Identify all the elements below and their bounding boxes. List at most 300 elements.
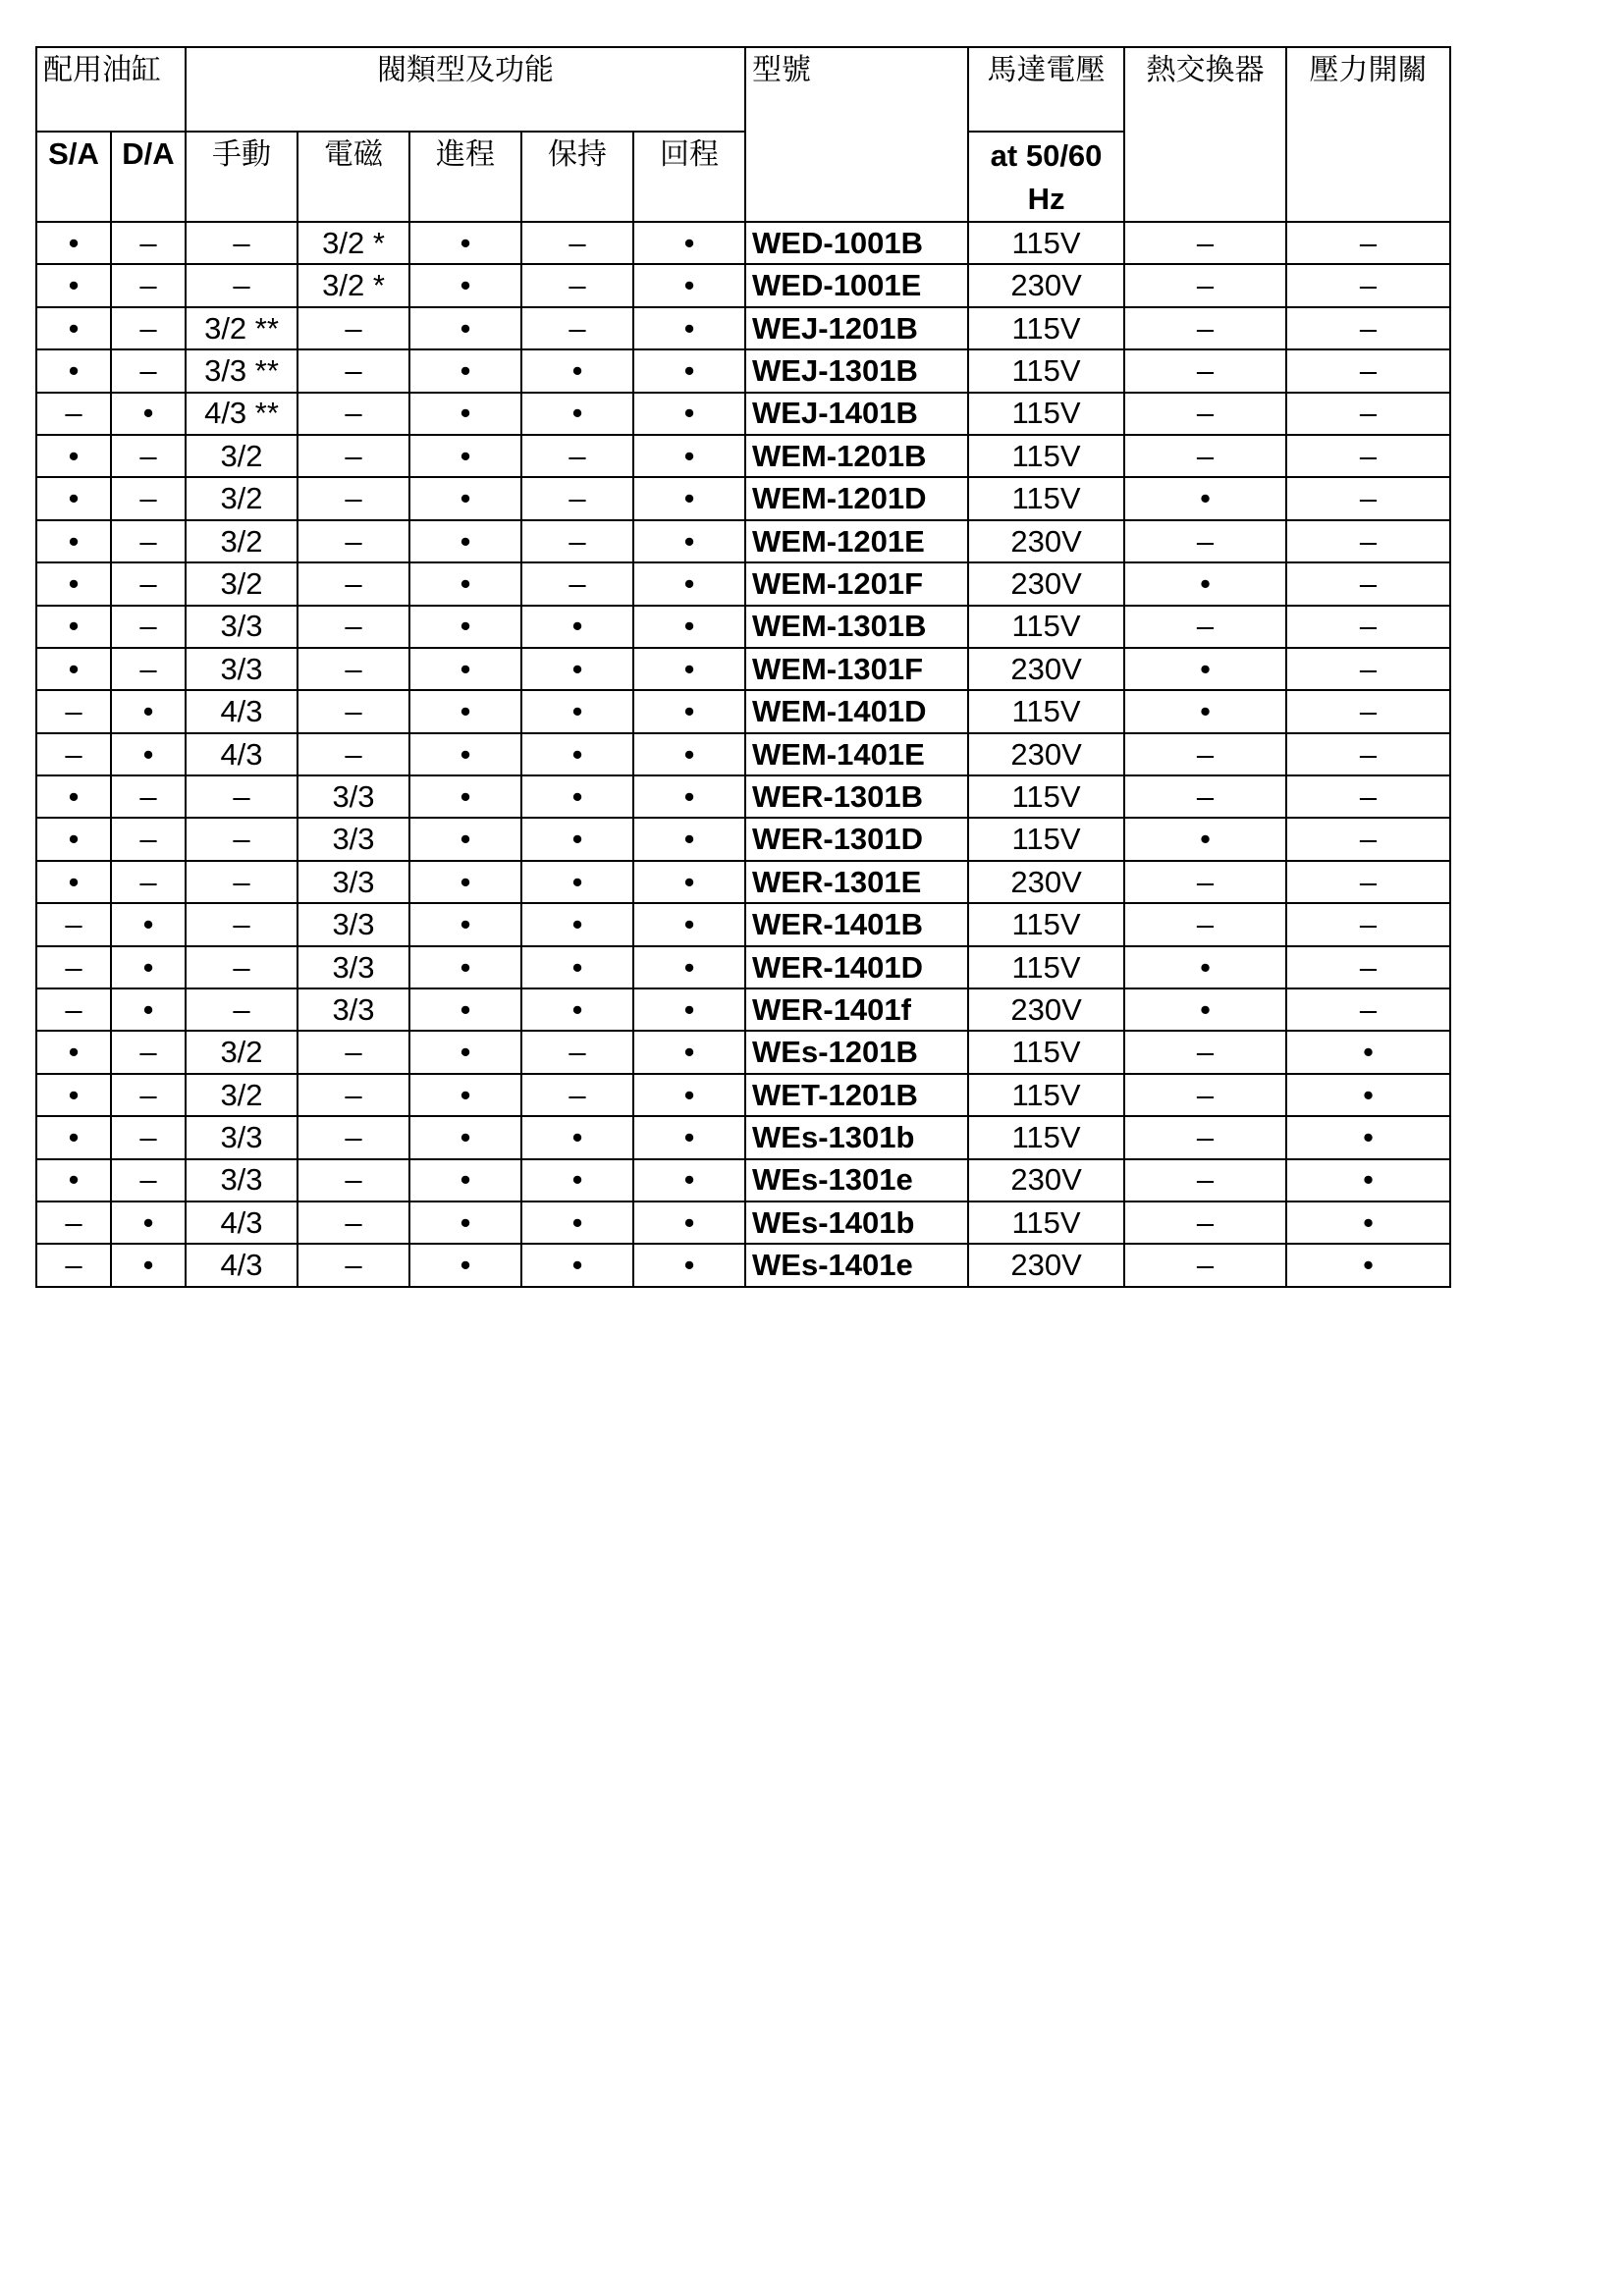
cell-voltage: 115V — [968, 606, 1124, 648]
table-body — [36, 222, 1450, 1287]
cell-solenoid: – — [298, 393, 409, 435]
cell-pressure-switch: – — [1286, 903, 1450, 945]
cell-heat-exchanger: • — [1124, 562, 1286, 605]
cell-hold: • — [521, 1244, 633, 1286]
table-row — [36, 648, 1450, 690]
cell-sa: • — [36, 1159, 111, 1201]
header-cylinder: 配用油缸 — [36, 47, 186, 132]
cell-retract: • — [633, 222, 745, 264]
cell-sa: – — [36, 903, 111, 945]
cell-retract: • — [633, 1031, 745, 1073]
cell-retract: • — [633, 1074, 745, 1116]
cell-hold: • — [521, 903, 633, 945]
cell-sa: • — [36, 861, 111, 903]
cell-model: WEs-1301b — [745, 1116, 968, 1158]
cell-hold: • — [521, 818, 633, 860]
cell-pressure-switch: – — [1286, 818, 1450, 860]
cell-model: WER-1401B — [745, 903, 968, 945]
cell-voltage: 230V — [968, 1159, 1124, 1201]
cell-voltage: 230V — [968, 1244, 1124, 1286]
cell-manual: – — [186, 861, 298, 903]
cell-heat-exchanger: • — [1124, 648, 1286, 690]
cell-pressure-switch: – — [1286, 222, 1450, 264]
cell-model: WEs-1401b — [745, 1201, 968, 1244]
cell-da: – — [111, 861, 186, 903]
cell-manual: – — [186, 946, 298, 988]
cell-heat-exchanger: – — [1124, 606, 1286, 648]
cell-heat-exchanger: • — [1124, 818, 1286, 860]
table-row — [36, 1074, 1450, 1116]
cell-retract: • — [633, 988, 745, 1031]
cell-solenoid: – — [298, 562, 409, 605]
cell-voltage: 115V — [968, 946, 1124, 988]
header-heat-exchanger: 熱交換器 — [1124, 47, 1286, 222]
cell-model: WEM-1401E — [745, 733, 968, 775]
cell-da: • — [111, 903, 186, 945]
cell-sa: – — [36, 393, 111, 435]
cell-da: – — [111, 307, 186, 349]
table-row — [36, 775, 1450, 818]
cell-manual: 3/2 — [186, 562, 298, 605]
cell-pressure-switch: – — [1286, 562, 1450, 605]
table-row — [36, 1201, 1450, 1244]
cell-da: – — [111, 606, 186, 648]
cell-heat-exchanger: – — [1124, 775, 1286, 818]
cell-heat-exchanger: • — [1124, 988, 1286, 1031]
cell-hold: • — [521, 1201, 633, 1244]
cell-model: WER-1401f — [745, 988, 968, 1031]
cell-hold: • — [521, 349, 633, 392]
cell-advance: • — [409, 307, 521, 349]
cell-voltage: 115V — [968, 1074, 1124, 1116]
cell-heat-exchanger: – — [1124, 903, 1286, 945]
cell-heat-exchanger: – — [1124, 1159, 1286, 1201]
table-row — [36, 818, 1450, 860]
cell-hold: – — [521, 562, 633, 605]
cell-manual: – — [186, 222, 298, 264]
cell-retract: • — [633, 818, 745, 860]
cell-da: – — [111, 222, 186, 264]
cell-heat-exchanger: – — [1124, 435, 1286, 477]
cell-advance: • — [409, 775, 521, 818]
cell-retract: • — [633, 606, 745, 648]
cell-retract: • — [633, 903, 745, 945]
cell-model: WEM-1201D — [745, 477, 968, 519]
cell-pressure-switch: • — [1286, 1244, 1450, 1286]
cell-voltage: 115V — [968, 1031, 1124, 1073]
cell-voltage: 230V — [968, 562, 1124, 605]
cell-retract: • — [633, 477, 745, 519]
table-row — [36, 307, 1450, 349]
cell-sa: – — [36, 1244, 111, 1286]
cell-voltage: 115V — [968, 690, 1124, 732]
cell-retract: • — [633, 1159, 745, 1201]
table-row — [36, 1244, 1450, 1286]
cell-solenoid: – — [298, 477, 409, 519]
cell-da: – — [111, 1031, 186, 1073]
cell-pressure-switch: – — [1286, 946, 1450, 988]
cell-pressure-switch: – — [1286, 606, 1450, 648]
cell-solenoid: – — [298, 1201, 409, 1244]
table-row — [36, 520, 1450, 562]
cell-manual: 3/3 — [186, 648, 298, 690]
cell-manual: – — [186, 264, 298, 306]
cell-da: – — [111, 520, 186, 562]
cell-advance: • — [409, 1159, 521, 1201]
cell-da: • — [111, 1201, 186, 1244]
header-solenoid: 電磁 — [298, 132, 409, 222]
cell-hold: • — [521, 393, 633, 435]
cell-retract: • — [633, 349, 745, 392]
cell-solenoid: 3/3 — [298, 946, 409, 988]
cell-da: • — [111, 1244, 186, 1286]
cell-pressure-switch: – — [1286, 264, 1450, 306]
table-row — [36, 1159, 1450, 1201]
cell-hold: • — [521, 1159, 633, 1201]
cell-pressure-switch: – — [1286, 520, 1450, 562]
cell-sa: • — [36, 606, 111, 648]
cell-da: – — [111, 775, 186, 818]
cell-model: WED-1001B — [745, 222, 968, 264]
cell-advance: • — [409, 264, 521, 306]
cell-voltage: 230V — [968, 733, 1124, 775]
cell-da: – — [111, 477, 186, 519]
cell-solenoid: – — [298, 520, 409, 562]
cell-pressure-switch: • — [1286, 1116, 1450, 1158]
cell-heat-exchanger: – — [1124, 1031, 1286, 1073]
cell-advance: • — [409, 1244, 521, 1286]
cell-model: WER-1401D — [745, 946, 968, 988]
cell-manual: – — [186, 988, 298, 1031]
cell-advance: • — [409, 222, 521, 264]
cell-pressure-switch: – — [1286, 349, 1450, 392]
cell-retract: • — [633, 648, 745, 690]
cell-da: • — [111, 690, 186, 732]
table-row — [36, 264, 1450, 306]
cell-pressure-switch: • — [1286, 1159, 1450, 1201]
cell-solenoid: – — [298, 1031, 409, 1073]
cell-advance: • — [409, 690, 521, 732]
cell-da: – — [111, 1159, 186, 1201]
cell-sa: – — [36, 733, 111, 775]
cell-voltage: 115V — [968, 393, 1124, 435]
cell-advance: • — [409, 606, 521, 648]
cell-advance: • — [409, 733, 521, 775]
cell-retract: • — [633, 1116, 745, 1158]
cell-voltage: 115V — [968, 222, 1124, 264]
cell-da: • — [111, 733, 186, 775]
cell-solenoid: 3/2 * — [298, 264, 409, 306]
cell-heat-exchanger: – — [1124, 1116, 1286, 1158]
cell-voltage: 115V — [968, 818, 1124, 860]
cell-solenoid: – — [298, 1244, 409, 1286]
cell-pressure-switch: • — [1286, 1074, 1450, 1116]
cell-voltage: 230V — [968, 648, 1124, 690]
cell-voltage: 230V — [968, 861, 1124, 903]
cell-advance: • — [409, 1201, 521, 1244]
cell-retract: • — [633, 393, 745, 435]
cell-hold: – — [521, 222, 633, 264]
cell-hold: – — [521, 307, 633, 349]
cell-da: – — [111, 818, 186, 860]
table-row — [36, 1116, 1450, 1158]
cell-solenoid: – — [298, 733, 409, 775]
cell-advance: • — [409, 435, 521, 477]
cell-solenoid: – — [298, 1074, 409, 1116]
cell-model: WEM-1401D — [745, 690, 968, 732]
table-row — [36, 606, 1450, 648]
header-da: D/A — [111, 132, 186, 222]
cell-advance: • — [409, 1116, 521, 1158]
header-row-1 — [36, 47, 1450, 132]
cell-sa: • — [36, 477, 111, 519]
cell-hold: • — [521, 988, 633, 1031]
cell-advance: • — [409, 520, 521, 562]
cell-voltage: 115V — [968, 1201, 1124, 1244]
cell-manual: 3/2 — [186, 1031, 298, 1073]
cell-heat-exchanger: – — [1124, 861, 1286, 903]
cell-manual: 4/3 — [186, 733, 298, 775]
cell-retract: • — [633, 946, 745, 988]
cell-pressure-switch: • — [1286, 1031, 1450, 1073]
cell-advance: • — [409, 861, 521, 903]
cell-solenoid: – — [298, 1116, 409, 1158]
header-motor-voltage: 馬達電壓 — [968, 47, 1124, 132]
cell-da: – — [111, 648, 186, 690]
cell-heat-exchanger: – — [1124, 349, 1286, 392]
table-row — [36, 733, 1450, 775]
cell-advance: • — [409, 477, 521, 519]
cell-voltage: 115V — [968, 1116, 1124, 1158]
cell-retract: • — [633, 733, 745, 775]
cell-voltage: 230V — [968, 520, 1124, 562]
cell-hold: – — [521, 1031, 633, 1073]
cell-hold: • — [521, 606, 633, 648]
table-row — [36, 946, 1450, 988]
cell-heat-exchanger: – — [1124, 1201, 1286, 1244]
cell-manual: 3/3 — [186, 1116, 298, 1158]
cell-heat-exchanger: • — [1124, 690, 1286, 732]
cell-voltage: 115V — [968, 477, 1124, 519]
cell-retract: • — [633, 775, 745, 818]
table-row — [36, 393, 1450, 435]
cell-heat-exchanger: – — [1124, 393, 1286, 435]
header-advance: 進程 — [409, 132, 521, 222]
cell-pressure-switch: – — [1286, 861, 1450, 903]
cell-hold: • — [521, 690, 633, 732]
cell-model: WEM-1201F — [745, 562, 968, 605]
table-row — [36, 562, 1450, 605]
cell-solenoid: 3/3 — [298, 775, 409, 818]
cell-retract: • — [633, 1244, 745, 1286]
table-row — [36, 861, 1450, 903]
cell-hold: – — [521, 1074, 633, 1116]
cell-solenoid: 3/3 — [298, 903, 409, 945]
cell-model: WEs-1301e — [745, 1159, 968, 1201]
cell-retract: • — [633, 435, 745, 477]
cell-retract: • — [633, 520, 745, 562]
cell-model: WEJ-1401B — [745, 393, 968, 435]
cell-da: – — [111, 349, 186, 392]
cell-manual: 4/3 ** — [186, 393, 298, 435]
table-row — [36, 349, 1450, 392]
cell-retract: • — [633, 690, 745, 732]
cell-solenoid: – — [298, 606, 409, 648]
cell-model: WED-1001E — [745, 264, 968, 306]
cell-voltage: 115V — [968, 903, 1124, 945]
cell-solenoid: – — [298, 435, 409, 477]
cell-pressure-switch: – — [1286, 435, 1450, 477]
cell-solenoid: – — [298, 690, 409, 732]
cell-pressure-switch: – — [1286, 988, 1450, 1031]
cell-pressure-switch: • — [1286, 1201, 1450, 1244]
cell-da: – — [111, 1074, 186, 1116]
cell-advance: • — [409, 1031, 521, 1073]
cell-hold: • — [521, 733, 633, 775]
cell-heat-exchanger: – — [1124, 733, 1286, 775]
cell-pressure-switch: – — [1286, 775, 1450, 818]
cell-retract: • — [633, 861, 745, 903]
cell-solenoid: – — [298, 349, 409, 392]
cell-voltage: 115V — [968, 307, 1124, 349]
header-sa: S/A — [36, 132, 111, 222]
table-row — [36, 435, 1450, 477]
cell-hold: – — [521, 520, 633, 562]
table-row — [36, 903, 1450, 945]
cell-model: WEM-1201E — [745, 520, 968, 562]
cell-da: • — [111, 393, 186, 435]
cell-sa: • — [36, 818, 111, 860]
cell-heat-exchanger: – — [1124, 264, 1286, 306]
cell-sa: • — [36, 562, 111, 605]
cell-model: WEM-1301B — [745, 606, 968, 648]
cell-hold: • — [521, 861, 633, 903]
cell-retract: • — [633, 1201, 745, 1244]
cell-sa: – — [36, 946, 111, 988]
cell-voltage: 230V — [968, 988, 1124, 1031]
cell-sa: • — [36, 222, 111, 264]
cell-manual: 3/3 ** — [186, 349, 298, 392]
cell-manual: 3/2 — [186, 520, 298, 562]
cell-sa: – — [36, 1201, 111, 1244]
cell-hold: • — [521, 648, 633, 690]
cell-pressure-switch: – — [1286, 477, 1450, 519]
table-row — [36, 988, 1450, 1031]
cell-solenoid: 3/3 — [298, 861, 409, 903]
cell-pressure-switch: – — [1286, 307, 1450, 349]
cell-manual: 3/3 — [186, 1159, 298, 1201]
cell-heat-exchanger: • — [1124, 477, 1286, 519]
cell-pressure-switch: – — [1286, 648, 1450, 690]
cell-manual: 3/2 ** — [186, 307, 298, 349]
cell-sa: • — [36, 435, 111, 477]
cell-manual: 3/3 — [186, 606, 298, 648]
cell-advance: • — [409, 648, 521, 690]
cell-da: – — [111, 1116, 186, 1158]
cell-da: • — [111, 988, 186, 1031]
table-row — [36, 1031, 1450, 1073]
cell-manual: – — [186, 818, 298, 860]
cell-model: WEM-1201B — [745, 435, 968, 477]
cell-manual: 4/3 — [186, 690, 298, 732]
cell-manual: 3/2 — [186, 435, 298, 477]
cell-advance: • — [409, 903, 521, 945]
cell-hold: • — [521, 775, 633, 818]
cell-hold: – — [521, 435, 633, 477]
cell-advance: • — [409, 349, 521, 392]
cell-voltage: 115V — [968, 775, 1124, 818]
cell-solenoid: – — [298, 648, 409, 690]
cell-advance: • — [409, 988, 521, 1031]
cell-pressure-switch: – — [1286, 690, 1450, 732]
cell-sa: – — [36, 690, 111, 732]
cell-solenoid: 3/3 — [298, 818, 409, 860]
header-pressure-switch: 壓力開關 — [1286, 47, 1450, 222]
cell-model: WEJ-1301B — [745, 349, 968, 392]
cell-voltage: 115V — [968, 349, 1124, 392]
cell-solenoid: – — [298, 1159, 409, 1201]
header-retract: 回程 — [633, 132, 745, 222]
cell-hold: • — [521, 946, 633, 988]
table-row — [36, 222, 1450, 264]
cell-model: WEJ-1201B — [745, 307, 968, 349]
cell-advance: • — [409, 946, 521, 988]
cell-solenoid: – — [298, 307, 409, 349]
cell-da: • — [111, 946, 186, 988]
cell-retract: • — [633, 264, 745, 306]
cell-hold: – — [521, 264, 633, 306]
cell-sa: • — [36, 520, 111, 562]
cell-sa: • — [36, 307, 111, 349]
cell-heat-exchanger: – — [1124, 222, 1286, 264]
cell-model: WEM-1301F — [745, 648, 968, 690]
cell-model: WER-1301E — [745, 861, 968, 903]
cell-sa: • — [36, 1116, 111, 1158]
header-manual: 手動 — [186, 132, 298, 222]
table-row — [36, 477, 1450, 519]
cell-manual: – — [186, 775, 298, 818]
cell-advance: • — [409, 818, 521, 860]
cell-sa: • — [36, 1074, 111, 1116]
cell-da: – — [111, 435, 186, 477]
cell-sa: • — [36, 1031, 111, 1073]
cell-retract: • — [633, 562, 745, 605]
cell-manual: 3/2 — [186, 477, 298, 519]
cell-pressure-switch: – — [1286, 733, 1450, 775]
table-row — [36, 690, 1450, 732]
cell-pressure-switch: – — [1286, 393, 1450, 435]
cell-sa: • — [36, 775, 111, 818]
cell-model: WEs-1401e — [745, 1244, 968, 1286]
cell-da: – — [111, 264, 186, 306]
cell-model: WER-1301B — [745, 775, 968, 818]
header-model: 型號 — [745, 47, 968, 222]
cell-heat-exchanger: – — [1124, 307, 1286, 349]
cell-heat-exchanger: – — [1124, 1244, 1286, 1286]
cell-advance: • — [409, 562, 521, 605]
cell-manual: 4/3 — [186, 1244, 298, 1286]
cell-sa: • — [36, 349, 111, 392]
cell-da: – — [111, 562, 186, 605]
spec-table — [35, 46, 1451, 1288]
cell-manual: – — [186, 903, 298, 945]
cell-hold: • — [521, 1116, 633, 1158]
cell-solenoid: 3/3 — [298, 988, 409, 1031]
cell-retract: • — [633, 307, 745, 349]
header-frequency: at 50/60 Hz — [968, 132, 1124, 222]
cell-advance: • — [409, 1074, 521, 1116]
cell-model: WEs-1201B — [745, 1031, 968, 1073]
